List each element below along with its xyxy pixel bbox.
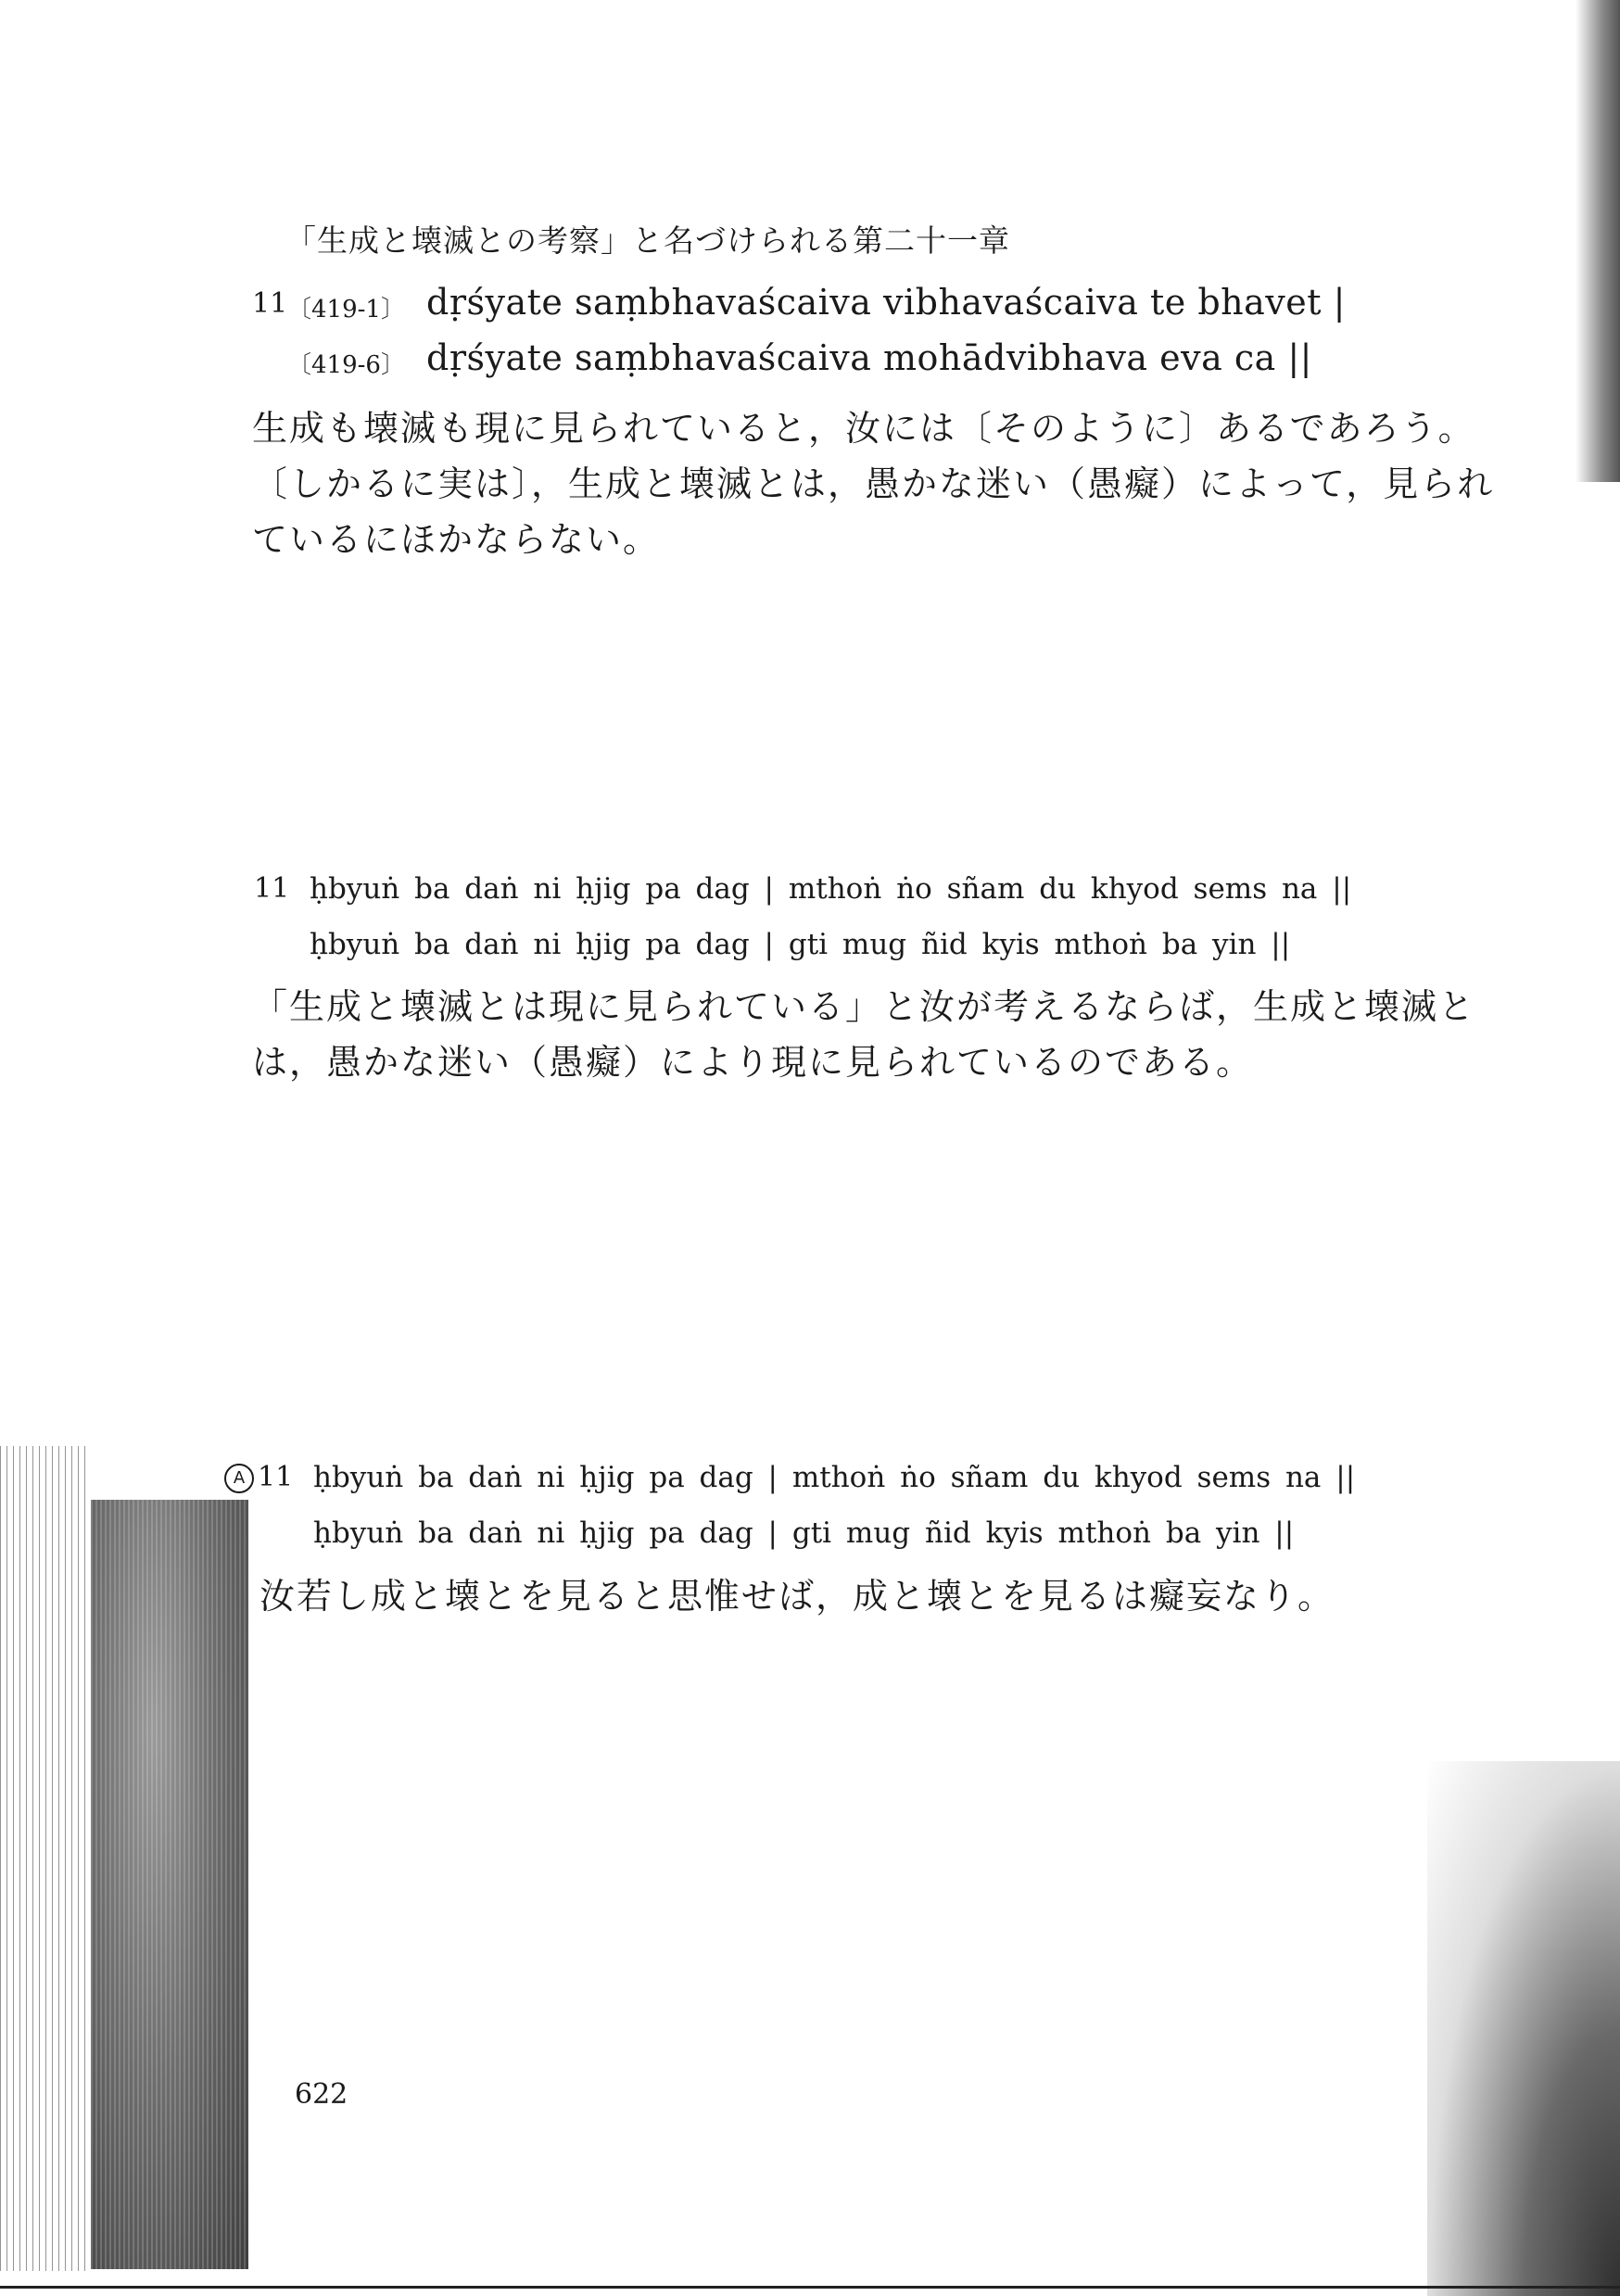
chinese-translation: 汝若し成と壊とを見ると思惟せば，成と壊とを見るは癡妄なり。: [259, 1576, 1335, 1617]
page-number: 622: [295, 2078, 348, 2111]
verse-ref: 〔419-6〕: [287, 351, 405, 379]
tibetan-translation: 「生成と壊滅とは現に見られている」と汝が考えるならば，生成と壊滅とは，愚かな迷い（愚癡）により現に見られているのである。: [252, 986, 1476, 1083]
verse-number: 11: [252, 287, 288, 320]
sanskrit-line: dṛśyate saṃbhavaścaiva vibhavaścaiva te bhavet |: [426, 282, 1346, 323]
verse-number: 11: [258, 1461, 294, 1493]
scan-shadow-left: [91, 1500, 248, 2269]
scan-shadow-left-edge: [0, 1446, 89, 2271]
scan-shadow-right-top: [1576, 0, 1620, 482]
circled-a-mark: A: [224, 1464, 254, 1493]
sanskrit-line: dṛśyate saṃbhavaścaiva mohādvibhava eva ca ||: [426, 337, 1312, 378]
tibetan-line: ḥbyuṅ ba daṅ ni ḥjig pa dag | gti mug ñid kyis mthoṅ ba yin ||: [313, 1516, 1295, 1550]
verse-number: 11: [254, 872, 290, 905]
verse-ref: 〔419-1〕: [287, 296, 405, 323]
verse-marker: [224, 1461, 293, 1493]
tibetan-line: ḥbyuṅ ba daṅ ni ḥjig pa dag | mthoṅ ṅo sñam du khyod sems na ||: [313, 1461, 1356, 1494]
scan-shadow-right-bottom: [1427, 1761, 1620, 2296]
sanskrit-translation: 生成も壊滅も現に見られていると，汝には〔そのように〕あるであろう。〔しかるに実は〕，生成と壊滅とは，愚かな迷い（愚癡）によって，見られているにほかならない。: [252, 408, 1495, 560]
chapter-header: 「生成と壊滅との考察」と名づけられる第二十一章: [285, 222, 1010, 259]
bottom-rule: [0, 2286, 1620, 2289]
tibetan-line: ḥbyuṅ ba daṅ ni ḥjig pa dag | mthoṅ ṅo sñam du khyod sems na ||: [310, 872, 1352, 906]
tibetan-line: ḥbyuṅ ba daṅ ni ḥjig pa dag | gti mug ñid kyis mthoṅ ba yin ||: [310, 928, 1291, 961]
